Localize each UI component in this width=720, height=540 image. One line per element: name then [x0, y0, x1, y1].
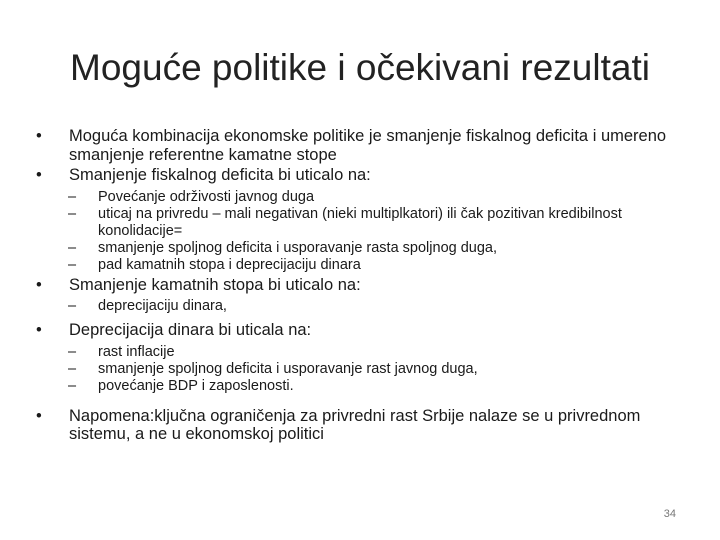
sub-bullet-item: – pad kamatnih stopa i deprecijaciju dinara [68, 257, 686, 274]
slide-title: Moguće politike i očekivani rezultati [70, 47, 650, 88]
slide-content [36, 127, 686, 444]
sub-bullet-item: – smanjenje spoljnog deficita i usporavanje rast javnog duga, [68, 361, 686, 378]
page-number: 34 [663, 508, 676, 520]
bullet-item: • Moguća kombinacija ekonomske politike je smanjenje fiskalnog deficita i umereno smanjenje referentne kamatne stope [36, 127, 686, 164]
sub-bullet-item: – povećanje BDP i zaposlenosti. [68, 378, 686, 395]
bullet-item: • Napomena:ključna ograničenja za privredni rast Srbije nalaze se u privrednom sistemu, a ne u ekonomskoj politici [36, 407, 686, 444]
sub-bullet-item: – uticaj na privredu – mali negativan (nieki multiplkatori) ili čak pozitivan kredibilnost konolidacije= [68, 206, 686, 240]
sub-bullet-item: – deprecijaciju dinara, [68, 298, 686, 315]
sub-bullet-item: – Povećanje održivosti javnog duga [68, 189, 686, 206]
bullet-item: • Deprecijacija dinara bi uticala na: [36, 321, 686, 340]
sub-bullet-list [36, 344, 686, 395]
sub-bullet-list [36, 189, 686, 274]
bullet-item: • Smanjenje kamatnih stopa bi uticalo na: [36, 276, 686, 295]
sub-bullet-item: – smanjenje spoljnog deficita i usporavanje rasta spoljnog duga, [68, 240, 686, 257]
bullet-item: • Smanjenje fiskalnog deficita bi uticalo na: [36, 166, 686, 185]
sub-bullet-list [36, 298, 686, 315]
bullet-list [36, 127, 686, 444]
sub-bullet-item: – rast inflacije [68, 344, 686, 361]
